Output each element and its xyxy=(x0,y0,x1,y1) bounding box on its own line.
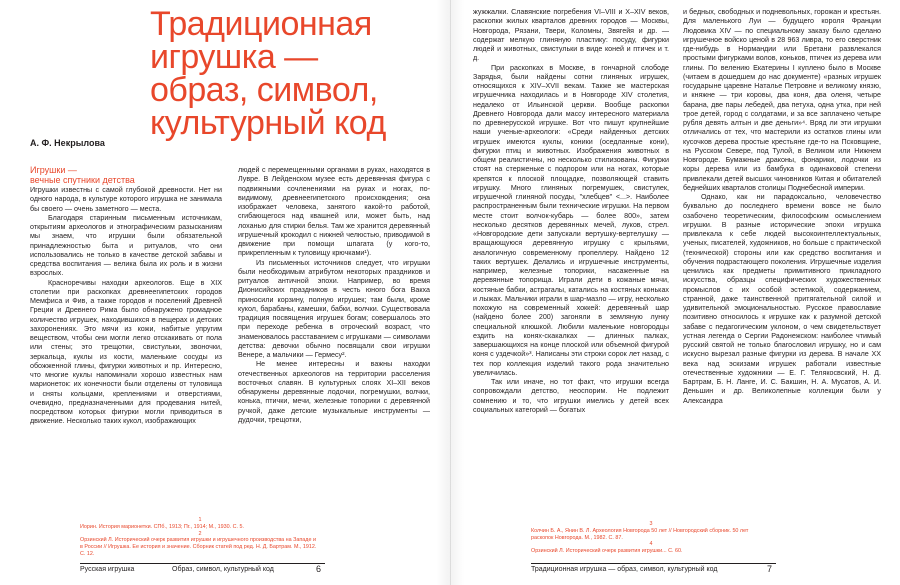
right-page xyxy=(450,0,900,585)
paragraph: При раскопках в Москве, в гончарной слободе Зарядья, были найдены сотни глиняных игрушек, относящихся к XIV–XVII векам. Также же мастерская игрушечника находилась и в Новгороде XIV столетия, недалеко от Ильинской церкви. Вообще раскопки Древнего Новгорода дали массу интересного материала по древнерусской игрушке. Вот что пишут крупнейшие наши ученые-археологи: «Среди найденных детских игрушек имеются куклы, коники (оседланные кони), фигурки птиц и животных. Изображения животных в общем реалистичны, но несколько стилизованы. Фигурки стоят на стерженьке с подпором или на ногах, которые крепятся к плоской площадке, позволяющей ставить игрушку. Много глиняных погремушек, свистулек, игрушечной глиняной посуды, "хлебцев" <...>. Наиболее распространенным были технические игрушки. На первом месте стоит волчок-кубарь — более 800», затем несколько десятков деревянных мечей, луков, стрел. «Новгородские дети запускали вертушку-вертелушку — вращающуюся деревянную игрушку с крыльями, аналогичную современному пропеллеру. Найдено 12 таких вертушек. Делались и игрушечные инструменты, например, железные топорики, насаженные на деревянные топорища. Играли дети в кожаные мячи, костяные бабки, астрагалы, катались на костяных коньках и лыжах. Мальчики играли в шар-мазло — игру, несколько похожую на современный хоккей: деревянный шар (найдено более 200) загоняли в земляную лунку специальной клюшкой. Любили маленькие новгородцы ездить на конях-скакалках — длинных палках, завершающихся на конце плоской или объемной фигурой коня с уздечкой»³. Написаны эти строки сорок лет назад, с тех пор коллекция изделий такого рода значительно увеличилась. xyxy=(473,63,669,377)
paragraph: Не менее интересны и важны находки отечественных археологов на территории расселения восточных славян. В культурных слоях XI–XII веков обнаружены деревянные лодочки, погремушки, волчки, конька, птички, мечи, железные топорики с деревянной ручкой, даже детские музыкальные инструменты — дудочки, трещотки, xyxy=(238,360,430,424)
title-line: культурный код xyxy=(150,104,386,142)
footnote-text: Иорин. История марионетки. СПб., 1913; Пг., 1914; М., 1930. С. 5. xyxy=(80,523,244,530)
chapter-title xyxy=(150,5,435,142)
footnote-number: 1 xyxy=(198,517,202,523)
paragraph: и бедных, свободных и подневольных, горожан и крестьян. Для маленького Луи — будущего короля Франции Людовика XIV — по специальному заказу было сделано игрушечное войско ценой в 28 963 ливра, то его сверстник где-нибудь в Нормандии или Бретани развлекался простыми фигурками волов, коньков, птичек из дерева или глины. По велению Екатерины I куплено было в Москве (читаем в дошедшем до нас документе) «разных игрушек государыне царевне Наталье Петровне и великому князю, и княжне — три коровы, два коня, два оленя, четыре барана, две пары лебедей, два петуха, одна утка, при ней трое детей, город с солдатами, и за все заплачено четыре рубля девять алтын и две деньги»⁴. Вряд ли эти игрушки отличались от тех, что мастерили из остатков глины или кусочков дерева простые крестьяне где-то на Псковщине, на Русском Севере, под Тулой, в Великом или Нижнем Новгороде. Бумажные драконы, фонарики, лодочки из коры дерева или из бамбука в одинаковой степени привлекали детей высших чиновников Китая и обитателей беднейших кварталов столицы Поднебесной империи. xyxy=(683,8,881,192)
paragraph: Игрушки известны с самой глубокой древности. Нет ни одного народа, в культуре которого игрушка не занимала бы своего — очень заметного — места. xyxy=(30,186,222,213)
subhead-line: Игрушки — xyxy=(30,166,77,175)
footer-rule xyxy=(531,563,776,564)
section-subheading xyxy=(30,166,222,185)
footnote-text: Колчин Б. А., Янин В. Л. Археология Новгорода 50 лет // Новгородский сборник. 50 лет раскопок Новгорода. М., 1982. С. 87. xyxy=(531,527,749,541)
right-column-2 xyxy=(683,8,881,518)
title-line: Традиционная xyxy=(150,5,372,43)
running-footer-subtitle: Образ, символ, культурный код xyxy=(172,566,274,573)
paragraph: Из письменных источников следует, что игрушки были необходимым атрибутом некоторых праздников и ритуалов античной эпохи. Например, во время Дионисийских праздников в честь юного бога Вакха приносили корзину, полную игрушек; там были, кроме кукол, барабаны, камешки, бабки, волчки. Существовала традиция посвящения игрушек богам; совершалось это при переходе ребенка в отроческий возраст, что знаменовалось расставанием с игрушками — символами детства: девочки обычно посвящали свои игрушки Венере, а мальчики — Гермесу². xyxy=(238,258,430,359)
footnote-number: 4 xyxy=(649,541,653,548)
title-line: образ, символ, xyxy=(150,71,378,109)
author-name: А. Ф. Некрылова xyxy=(30,138,105,148)
page-number: 6 xyxy=(316,564,322,574)
right-column-1 xyxy=(473,8,669,518)
paragraph: Благодаря старинным письменным источникам, открытиям археологов и этнографическим разысканиям мы знаем, что игрушки были обязательной принадлежностью быта и ритуалов, что они использовались не только в качестве детской забавы и средства воспитания — велика была их роль и в жизни взрослых. xyxy=(30,213,222,278)
footnote-number: 2 xyxy=(198,530,202,537)
left-column-1 xyxy=(30,166,222,518)
footnote-number: 3 xyxy=(649,521,653,527)
left-column-2 xyxy=(238,166,430,518)
paragraph: Однако, как ни парадоксально, человечество буквально до последнего времени вовсе не было озабочено теоретическим, философским осмыслением игрушки. В разные исторические эпохи игрушка привлекала к себе людей высокоинтеллектуальных, ученых, писателей, художников, но больше с практической (технической) стороны или как средство воспитания и обучения подрастающего поколения. Игрушечные изделия ценились как предметы примитивного прикладного искусства, образцы специфических художественных промыслов с их особой эстетикой, содержанием, странной, даже таинственной притягательной силой и удивительной эмоциональностью. Русское православие позитивно относилось к игрушке как к разумной детской забаве с педагогическим уклоном, о чем свидетельствует устная легенда о Сергии Радонежском: наиболее чтимый русский святой не только благословил игрушку, но и сам искусно вырезал разные фигурки из дерева. В начале XX века над эскизами игрушек работали известные отечественные художники — Е. Г. Телякосвский, Н. Д. Бартрам, Б. Н. Ланге, И. С. Бакшин, Н. А. Мусатов, А. И. Деньшин и др. Великолепные коллекции были у Александра xyxy=(683,193,881,405)
footnote-text: Орзинский Л. Исторический очерк развития игрушки... С. 60. xyxy=(531,548,683,555)
page-number: 7 xyxy=(767,564,773,574)
footnotes xyxy=(531,521,771,555)
footnote-text: Орзинский Л. Исторический очерк развития игрушки и игрушечного производства на Западе и в России // Игрушка. Ее история и значение. Сборник статей под ред. Н. Д. Бартрам. М., 1912. С. 12. xyxy=(80,537,317,557)
footnotes xyxy=(80,517,320,558)
paragraph: Так или иначе, но тот факт, что игрушки всегда сопровождали детство, неоспорим. Не подлежит сомнению и то, что игрушки имелись у детей всех социальных категорий — богатых xyxy=(473,378,669,414)
subhead-line: вечные спутники детства xyxy=(30,174,135,185)
running-footer-title: Русская игрушка xyxy=(80,566,135,573)
paragraph: людей с перемещенными органами в руках, находятся в Лувре. В Лейденском музее есть деревянная фигура с подвижными сочленениями на руках и ногах, по-видимому, древнеегипетского происхождения; она изображает человека, занятого какой-то работой, сгибающегося над квашней или, может быть, над лоханью для стирки белья. Там же хранится деревянный игрушечный крокодил с нижней челюстью, приводимой в движение при помощи шпагата (у кого-то, прикрепленным к туловищу крючками¹). xyxy=(238,166,430,258)
footer-rule xyxy=(80,563,325,564)
title-line: игрушка — xyxy=(150,38,318,76)
running-footer-title: Традиционная игрушка — образ, символ, культурный код xyxy=(531,566,718,573)
paragraph: Красноречивы находки археологов. Еще в XIX столетии при раскопках древнеегипетских городов Мемфиса и Фив, а также городов и поселений Древней Греции и Древнего Рима было обнаружено громадное количество игрушек, находившихся в пещерах и детских захоронениях. Это мячи из кожи, набитые упругим веществом, чтобы они могли легко отскакивать от пола или стены; это трещотки, свистульки, звоночки, зеркальца, куклы из кости, маленькие сосуды из обожженной глины, фигурки животных и пр. Интересно, что многие куклы напоминали хорошо известных нам марионеток: их конечности были отделены от туловища и сняты кольцами, креплениями и отверстиями, очевидно, предназначенными для продевания нитей, посредством которых фигурки могли приводиться в движение. Несколько таких кукол, изображающих xyxy=(30,278,222,426)
paragraph: жужжалки. Славянские погребения VI–VIII и X–XIV веков, раскопки жилых кварталов древних городов — Москвы, Новгорода, Рязани, Твери, Коломны, Звягейя и др. — содержат мелкую глиняную пластику: посуду, фигурки людей и животных, свистульки в виде коней и птичек и т. д. xyxy=(473,8,669,63)
